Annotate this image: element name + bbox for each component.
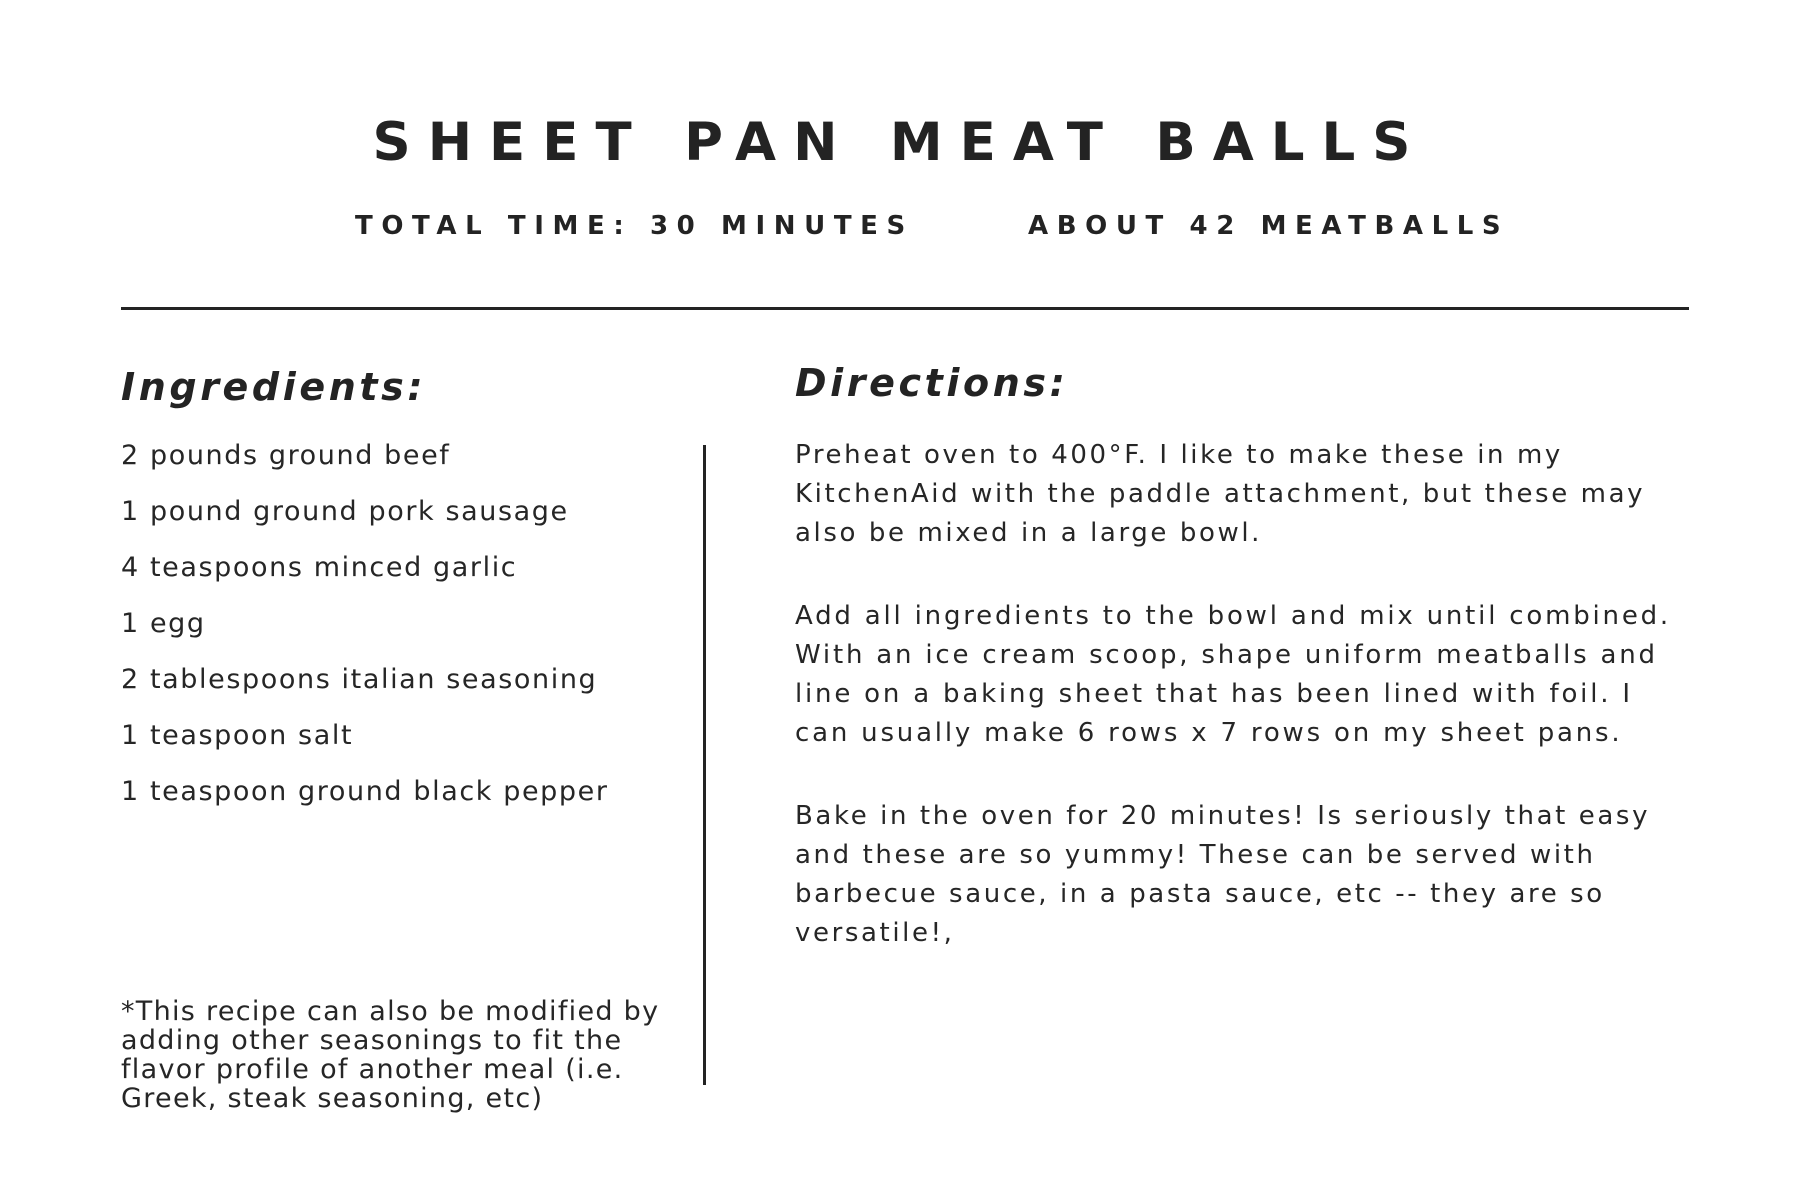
column-divider (703, 445, 706, 1085)
ingredient-item: 1 pound ground pork sausage (121, 496, 569, 527)
recipe-note: *This recipe can also be modified by adding other seasonings to fit the flavor profile of another meal (i.e. Greek, steak seasoning, etc) (121, 996, 660, 1114)
ingredients-heading: Ingredients: (121, 365, 427, 409)
direction-step: Bake in the oven for 20 minutes! Is seriously that easy and these are so yummy! These can be served with barbecue sauce, in a pasta sauce, etc -- they are so versatile!, (795, 801, 1651, 948)
ingredient-item: 2 tablespoons italian seasoning (121, 664, 598, 695)
ingredient-item: 1 teaspoon salt (121, 720, 354, 751)
direction-step: Add all ingredients to the bowl and mix until combined. With an ice cream scoop, shape uniform meatballs and line on a baking sheet that has been lined with foil. I can usually make 6 rows x 7 rows on my sheet pans. (795, 601, 1671, 748)
ingredient-item: 1 teaspoon ground black pepper (121, 776, 609, 807)
ingredient-item: 4 teaspoons minced garlic (121, 552, 518, 583)
direction-step: Preheat oven to 400°F. I like to make these in my KitchenAid with the paddle attachment, but these may also be mixed in a large bowl. (795, 440, 1646, 548)
ingredient-item: 1 egg (121, 608, 206, 639)
ingredients-list (121, 436, 609, 828)
header-divider (121, 307, 1689, 310)
recipe-yield: ABOUT 42 MEATBALLS (1028, 211, 1510, 241)
total-time: TOTAL TIME: 30 MINUTES (355, 211, 914, 241)
recipe-title: SHEET PAN MEAT BALLS (372, 112, 1428, 173)
ingredient-item: 2 pounds ground beef (121, 440, 451, 471)
directions-heading: Directions: (795, 361, 1069, 405)
directions-body (795, 436, 1695, 997)
